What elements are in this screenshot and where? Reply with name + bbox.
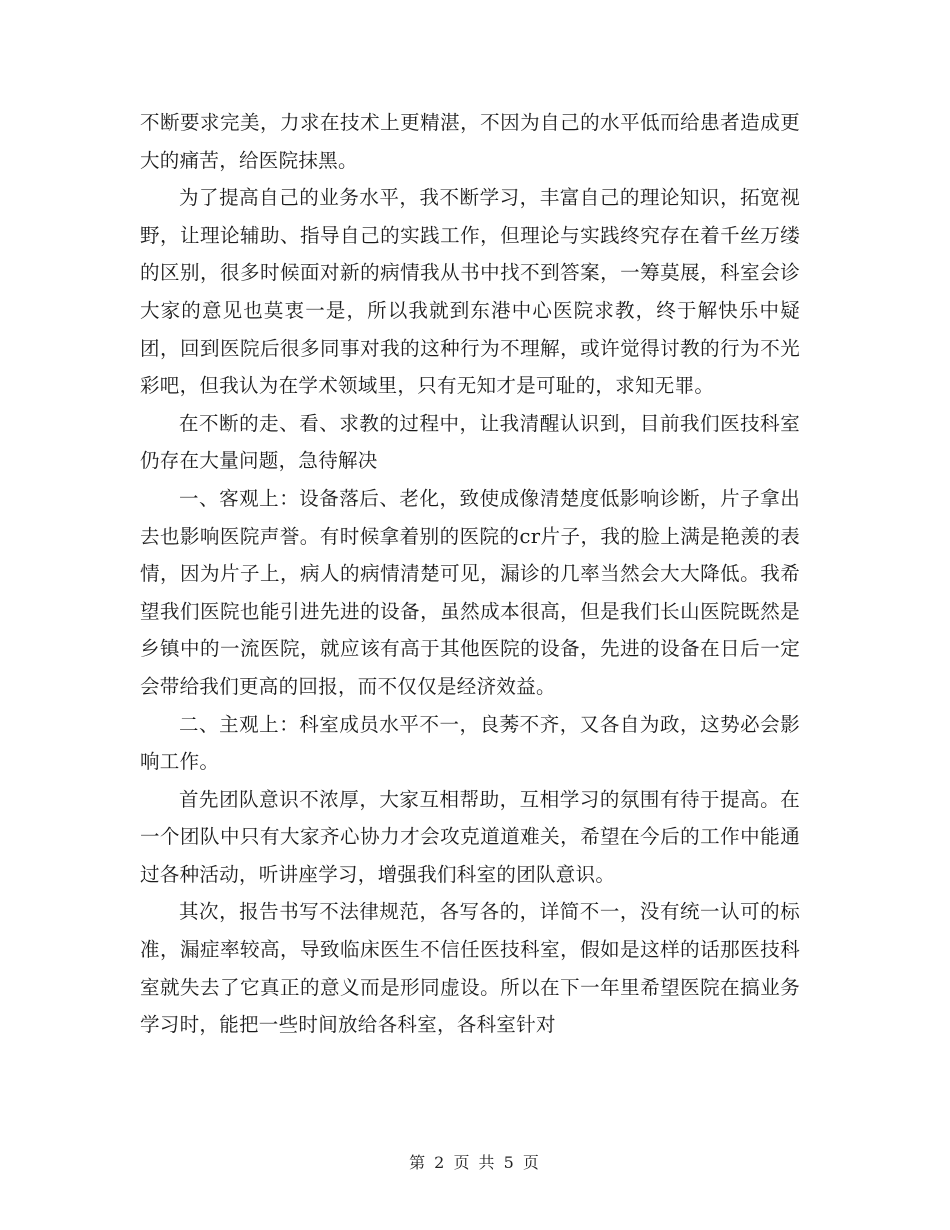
paragraph-5: 二、主观上：科室成员水平不一，良莠不齐，又各自为政，这势必会影响工作。 — [140, 712, 800, 774]
page-footer: 第 2 页 共 5 页 — [409, 1153, 541, 1172]
paragraph-4: 一、客观上：设备落后、老化，致使成像清楚度低影响诊断，片子拿出去也影响医院声誉。有时候拿着别的医院的cr片子，我的脸上满是艳羡的表情，因为片子上，病人的病情清楚可见，漏诊的几率当然会大大降低。我希望我们医院也能引进先进的设备，虽然成本很高，但是我们长山医院既然是乡镇中的一流医院，就应该有高于其他医院的设备，先进的设备在日后一定会带给我们更高的回报，而不仅仅是经济效益。 — [140, 486, 800, 698]
paragraph-3: 在不断的走、看、求教的过程中，让我清醒认识到，目前我们医技科室仍存在大量问题，急待解决 — [140, 411, 800, 473]
paragraph-6: 首先团队意识不浓厚，大家互相帮助，互相学习的氛围有待于提高。在一个团队中只有大家齐心协力才会攻克道道难关，希望在今后的工作中能通过各种活动，听讲座学习，增强我们科室的团队意识。 — [140, 787, 800, 886]
document-body — [140, 104, 800, 1044]
paragraph-2: 为了提高自己的业务水平，我不断学习，丰富自己的理论知识，拓宽视野，让理论辅助、指导自己的实践工作，但理论与实践终究存在着千丝万缕的区别，很多时候面对新的病情我从书中找不到答案，一筹莫展，科室会诊大家的意见也莫衷一是，所以我就到东港中心医院求教，终于解快乐中疑团，回到医院后很多同事对我的这种行为不理解，或许觉得讨教的行为不光彩吧，但我认为在学术领域里，只有无知才是可耻的，求知无罪。 — [140, 186, 800, 398]
paragraph-7: 其次，报告书写不法律规范，各写各的，详简不一，没有统一认可的标准，漏症率较高，导致临床医生不信任医技科室，假如是这样的话那医技科室就失去了它真正的意义而是形同虚设。所以在下一年里希望医院在搞业务学习时，能把一些时间放给各科室，各科室针对 — [140, 900, 800, 1037]
paragraph-1: 不断要求完美，力求在技术上更精湛，不因为自己的水平低而给患者造成更大的痛苦，给医院抹黑。 — [140, 111, 800, 172]
